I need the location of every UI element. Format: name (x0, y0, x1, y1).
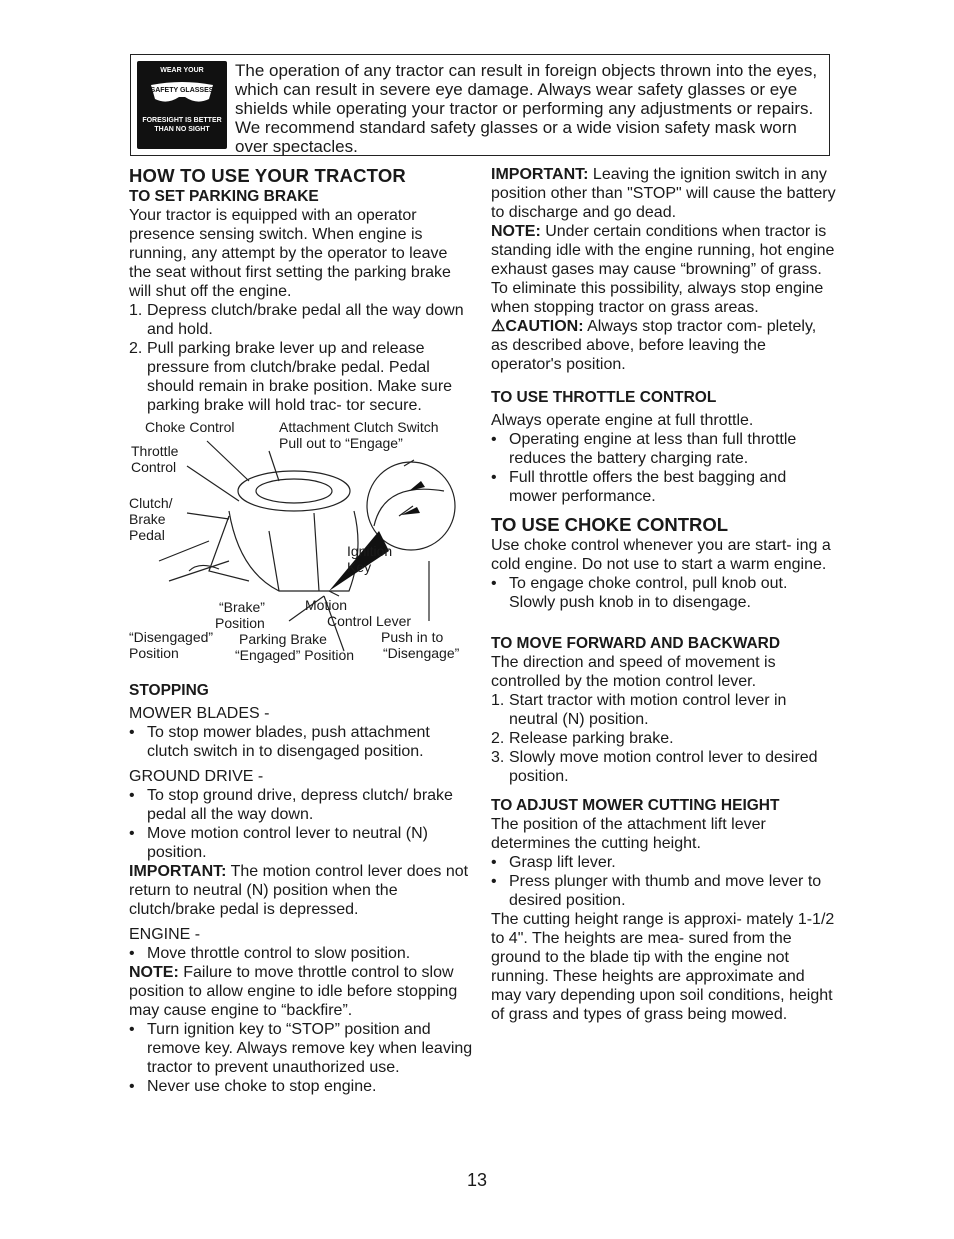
choke-list (491, 574, 836, 612)
move-intro: The direction and speed of movement is controlled by the motion control lever. (491, 654, 776, 690)
label-pull-out: Pull out to “Engage” (279, 435, 403, 451)
right-column (491, 165, 836, 1024)
label-parking-brake: Parking Brake (239, 631, 327, 647)
page-number: 13 (466, 1170, 488, 1190)
label-choke-control: Choke Control (145, 419, 235, 435)
list-item: • Operating engine at less than full throttle reduces the battery charging rate. (491, 431, 797, 467)
move-steps (491, 691, 836, 786)
safety-glasses-icon: WEAR YOUR SAFETY GLASSES FORESIGHT IS BETTER THAN NO SIGHT (137, 61, 227, 149)
stopping-heading: STOPPING (129, 682, 209, 699)
label-control-lever: Control Lever (327, 613, 412, 629)
label-clutch: Clutch/ (129, 495, 173, 511)
label-push-in: Push in to (381, 629, 444, 645)
list-item: 1. Start tractor with motion control lever in neutral (N) position. (491, 692, 787, 728)
label-attachment-clutch: Attachment Clutch Switch (279, 419, 439, 435)
throttle-list (491, 430, 836, 506)
choke-heading: TO USE CHOKE CONTROL (491, 514, 729, 535)
list-item: • To engage choke control, pull knob out. Slowly push knob in to disengage. (491, 575, 788, 611)
warning-text: The operation of any tractor can result in foreign objects thrown into the eyes, which can result in severe eye damage. Always wear safety glasses or eye shields while operating your tractor or performing any adjustments or repairs. We recommend standard safety glasses or a wide vision safety mask worn over spectacles. (235, 61, 818, 156)
important-note: IMPORTANT: The motion control lever does not return to neutral (N) position when the clutch/brake pedal is depressed. (129, 863, 469, 918)
parking-intro: Your tractor is equipped with an operator presence sensing switch. When engine is running, any attempt by the operator to leave the seat without first setting the parking brake will shut off the engine. (129, 207, 451, 300)
label-disengaged-position: Position (129, 645, 179, 661)
cutting-height-heading: TO ADJUST MOWER CUTTING HEIGHT (491, 797, 780, 814)
list-item: 2. Pull parking brake lever up and release pressure from clutch/brake pedal. Pedal should remain in brake position. Make sure parking brake will hold trac- tor secure. (129, 340, 453, 414)
list-item: • To stop mower blades, push attachment clutch switch in to disengaged position. (129, 724, 430, 760)
mower-blades-label: MOWER BLADES - (129, 705, 270, 722)
list-item: 2. Release parking brake. (491, 730, 674, 747)
choke-intro: Use choke control whenever you are start- ing a cold engine. Do not use to start a warm engine. (491, 537, 831, 573)
engine-list-1 (129, 944, 474, 963)
label-disengaged: “Disengaged” (129, 629, 214, 645)
label-throttle: Throttle (131, 443, 179, 459)
section-title: HOW TO USE YOUR TRACTOR (129, 165, 406, 186)
engine-label: ENGINE - (129, 926, 201, 943)
throttle-heading: TO USE THROTTLE CONTROL (491, 389, 717, 406)
label-engaged-position: “Engaged” Position (235, 647, 355, 663)
list-item: • Press plunger with thumb and move lever to desired position. (491, 873, 822, 909)
caution-note: ⚠CAUTION: Always stop tractor com- pletely, as described above, before leaving the operator's position. (491, 318, 817, 373)
label-throttle-control: Control (131, 459, 177, 475)
list-item: • To stop ground drive, depress clutch/ brake pedal all the way down. (129, 787, 453, 823)
label-motion: Motion (305, 597, 348, 613)
left-column (129, 165, 474, 1096)
engine-note: NOTE: Failure to move throttle control to slow position to allow engine to idle before stopping may cause engine to “backfire”. (129, 964, 458, 1019)
list-item: • Turn ignition key to “STOP” position and remove key. Always remove key when leaving tractor to prevent unauthorized use. (129, 1021, 473, 1076)
list-item: • Move motion control lever to neutral (N) position. (129, 825, 428, 861)
engine-list-2 (129, 1020, 474, 1096)
ground-list (129, 786, 474, 862)
list-item: • Never use choke to stop engine. (129, 1078, 377, 1095)
list-item: • Full throttle offers the best bagging and mower performance. (491, 469, 787, 505)
label-brake-quote: “Brake” (219, 599, 265, 615)
throttle-intro: Always operate engine at full throttle. (491, 412, 754, 429)
height-outro: The cutting height range is approxi- mately 1-1/2 to 4". The heights are mea- sured from the ground to the blade tip with the engine not running. These heights are approximate and may vary depending upon soil conditions, height of grass and types of grass being mowed. (491, 911, 835, 1023)
safety-warning-box (130, 54, 830, 156)
list-item: • Move throttle control to slow position. (129, 945, 411, 962)
important-ignition: IMPORTANT: Leaving the ignition switch in any position other than "STOP" will cause the battery to discharge and go dead. (491, 166, 836, 221)
height-intro: The position of the attachment lift lever determines the cutting height. (491, 816, 766, 852)
caution-icon: ⚠ (491, 318, 506, 335)
move-heading: TO MOVE FORWARD AND BACKWARD (491, 635, 781, 652)
height-list (491, 853, 836, 910)
list-item: • Grasp lift lever. (491, 854, 616, 871)
list-item: 1. Depress clutch/brake pedal all the way down and hold. (129, 302, 464, 338)
label-brake: Brake (129, 511, 166, 527)
blades-list (129, 723, 474, 761)
label-brake-position: Position (215, 615, 265, 631)
tractor-controls-figure (129, 421, 474, 671)
note-browning: NOTE: Under certain conditions when tractor is standing idle with the engine running, hot engine exhaust gases may cause “browning” of grass. To eliminate this possibility, always stop engine when stopping tractor on grass areas. (491, 223, 835, 316)
parking-steps (129, 301, 474, 415)
ground-drive-label: GROUND DRIVE - (129, 768, 264, 785)
label-ignition: Ignition (347, 543, 393, 559)
label-pedal: Pedal (129, 527, 165, 543)
label-disengage: “Disengage” (383, 645, 460, 661)
label-key: Key (347, 559, 372, 575)
parking-brake-heading: TO SET PARKING BRAKE (129, 188, 319, 205)
list-item: 3. Slowly move motion control lever to desired position. (491, 749, 818, 785)
